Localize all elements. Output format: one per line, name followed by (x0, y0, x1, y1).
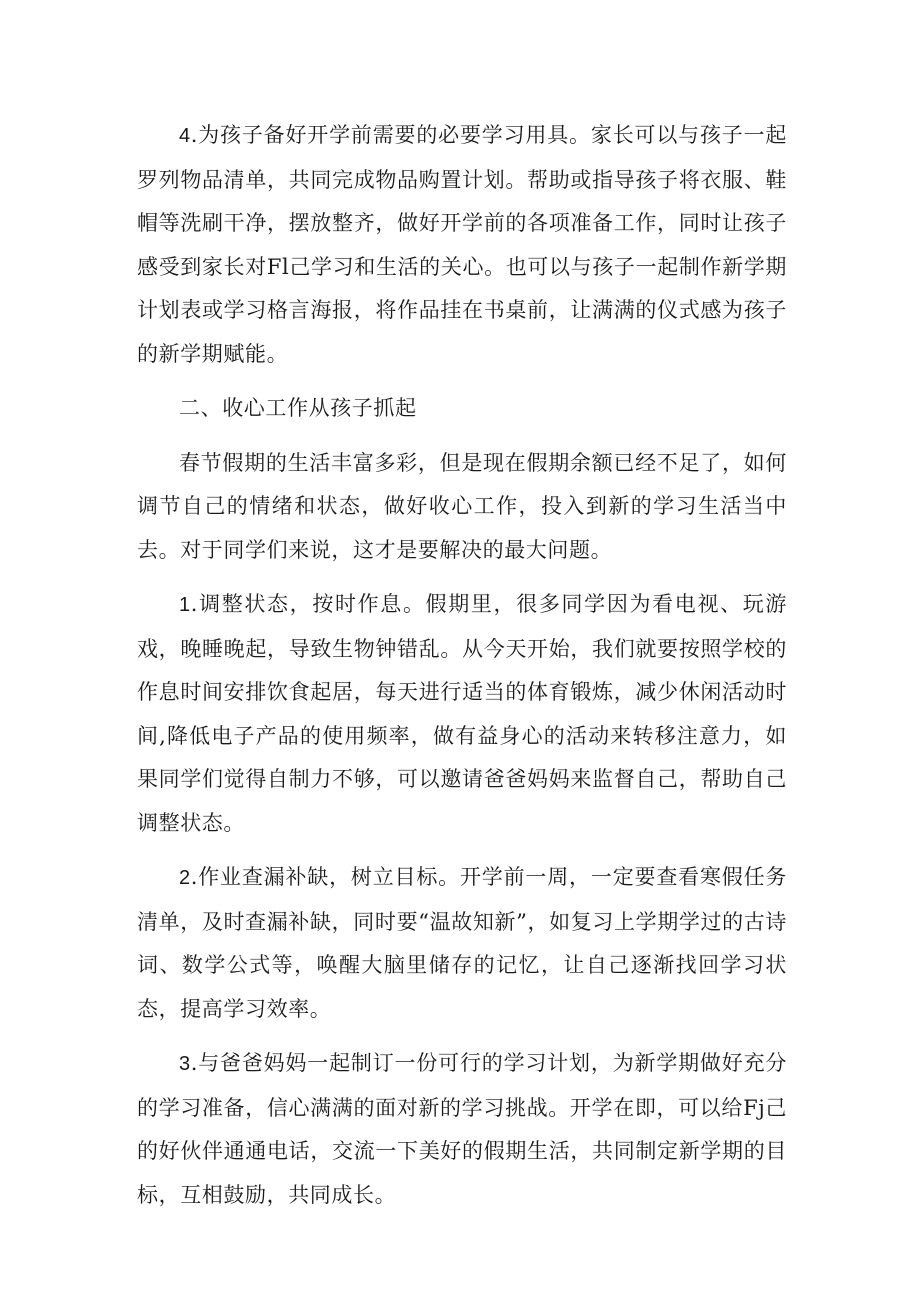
paragraph-item-2 (137, 856, 787, 1031)
section-heading-text: 二、收心工作从孩子抓起 (179, 396, 417, 420)
item-number: 2 (179, 867, 191, 889)
paragraph-item-3 (137, 1042, 787, 1217)
section-heading (137, 387, 787, 431)
document-body (137, 114, 787, 1217)
item-number: 3 (179, 1053, 191, 1075)
paragraph-intro (137, 442, 787, 573)
paragraph-text: .作业查漏补缺，树立目标。开学前一周，一定要查看寒假任务清单，及时查漏补缺，同时要“温故知新”，如复习上学期学过的古诗词、数学公式等，唤醒大脑里储存的记忆，让自己逐渐找回学习状态，提高学习效率。 (137, 865, 787, 1021)
paragraph-text: .为孩子备好开学前需要的必要学习用具。家长可以与孩子一起罗列物品清单，共同完成物品购置计划。帮助或指导孩子将衣服、鞋帽等洗刷干净，摆放整齐，做好开学前的各项准备工作，同时让孩子感受到家长对Fl己学习和生活的关心。也可以与孩子一起制作新学期计划表或学习格言海报，将作品挂在书桌前，让满满的仪式感为孩子的新学期赋能。 (137, 123, 787, 366)
paragraph-text: .调整状态，按时作息。假期里，很多同学因为看电视、玩游戏，晚睡晚起，导致生物钟错乱。从今天开始，我们就要按照学校的作息时间安排饮食起居，每天进行适当的体育锻炼，减少休闲活动时间,降低电子产品的使用频率，做有益身心的活动来转移注意力，如果同学们觉得自制力不够，可以邀请爸爸妈妈来监督自己，帮助自己调整状态。 (137, 592, 787, 835)
item-number: 1 (179, 594, 191, 616)
paragraph-text: 春节假期的生活丰富多彩，但是现在假期余额已经不足了，如何调节自己的情绪和状态，做好收心工作，投入到新的学习生活当中去。对于同学们来说，这才是要解决的最大问题。 (137, 450, 787, 562)
paragraph-item-1 (137, 583, 787, 845)
paragraph-text: .与爸爸妈妈一起制订一份可行的学习计划，为新学期做好充分的学习准备，信心满满的面对新的学习挑战。开学在即，可以给Fj己的好伙伴通通电话，交流一下美好的假期生活，共同制定新学期的目标，互相鼓励，共同成长。 (137, 1051, 787, 1207)
paragraph-item-4 (137, 114, 787, 376)
item-number: 4 (179, 125, 191, 147)
